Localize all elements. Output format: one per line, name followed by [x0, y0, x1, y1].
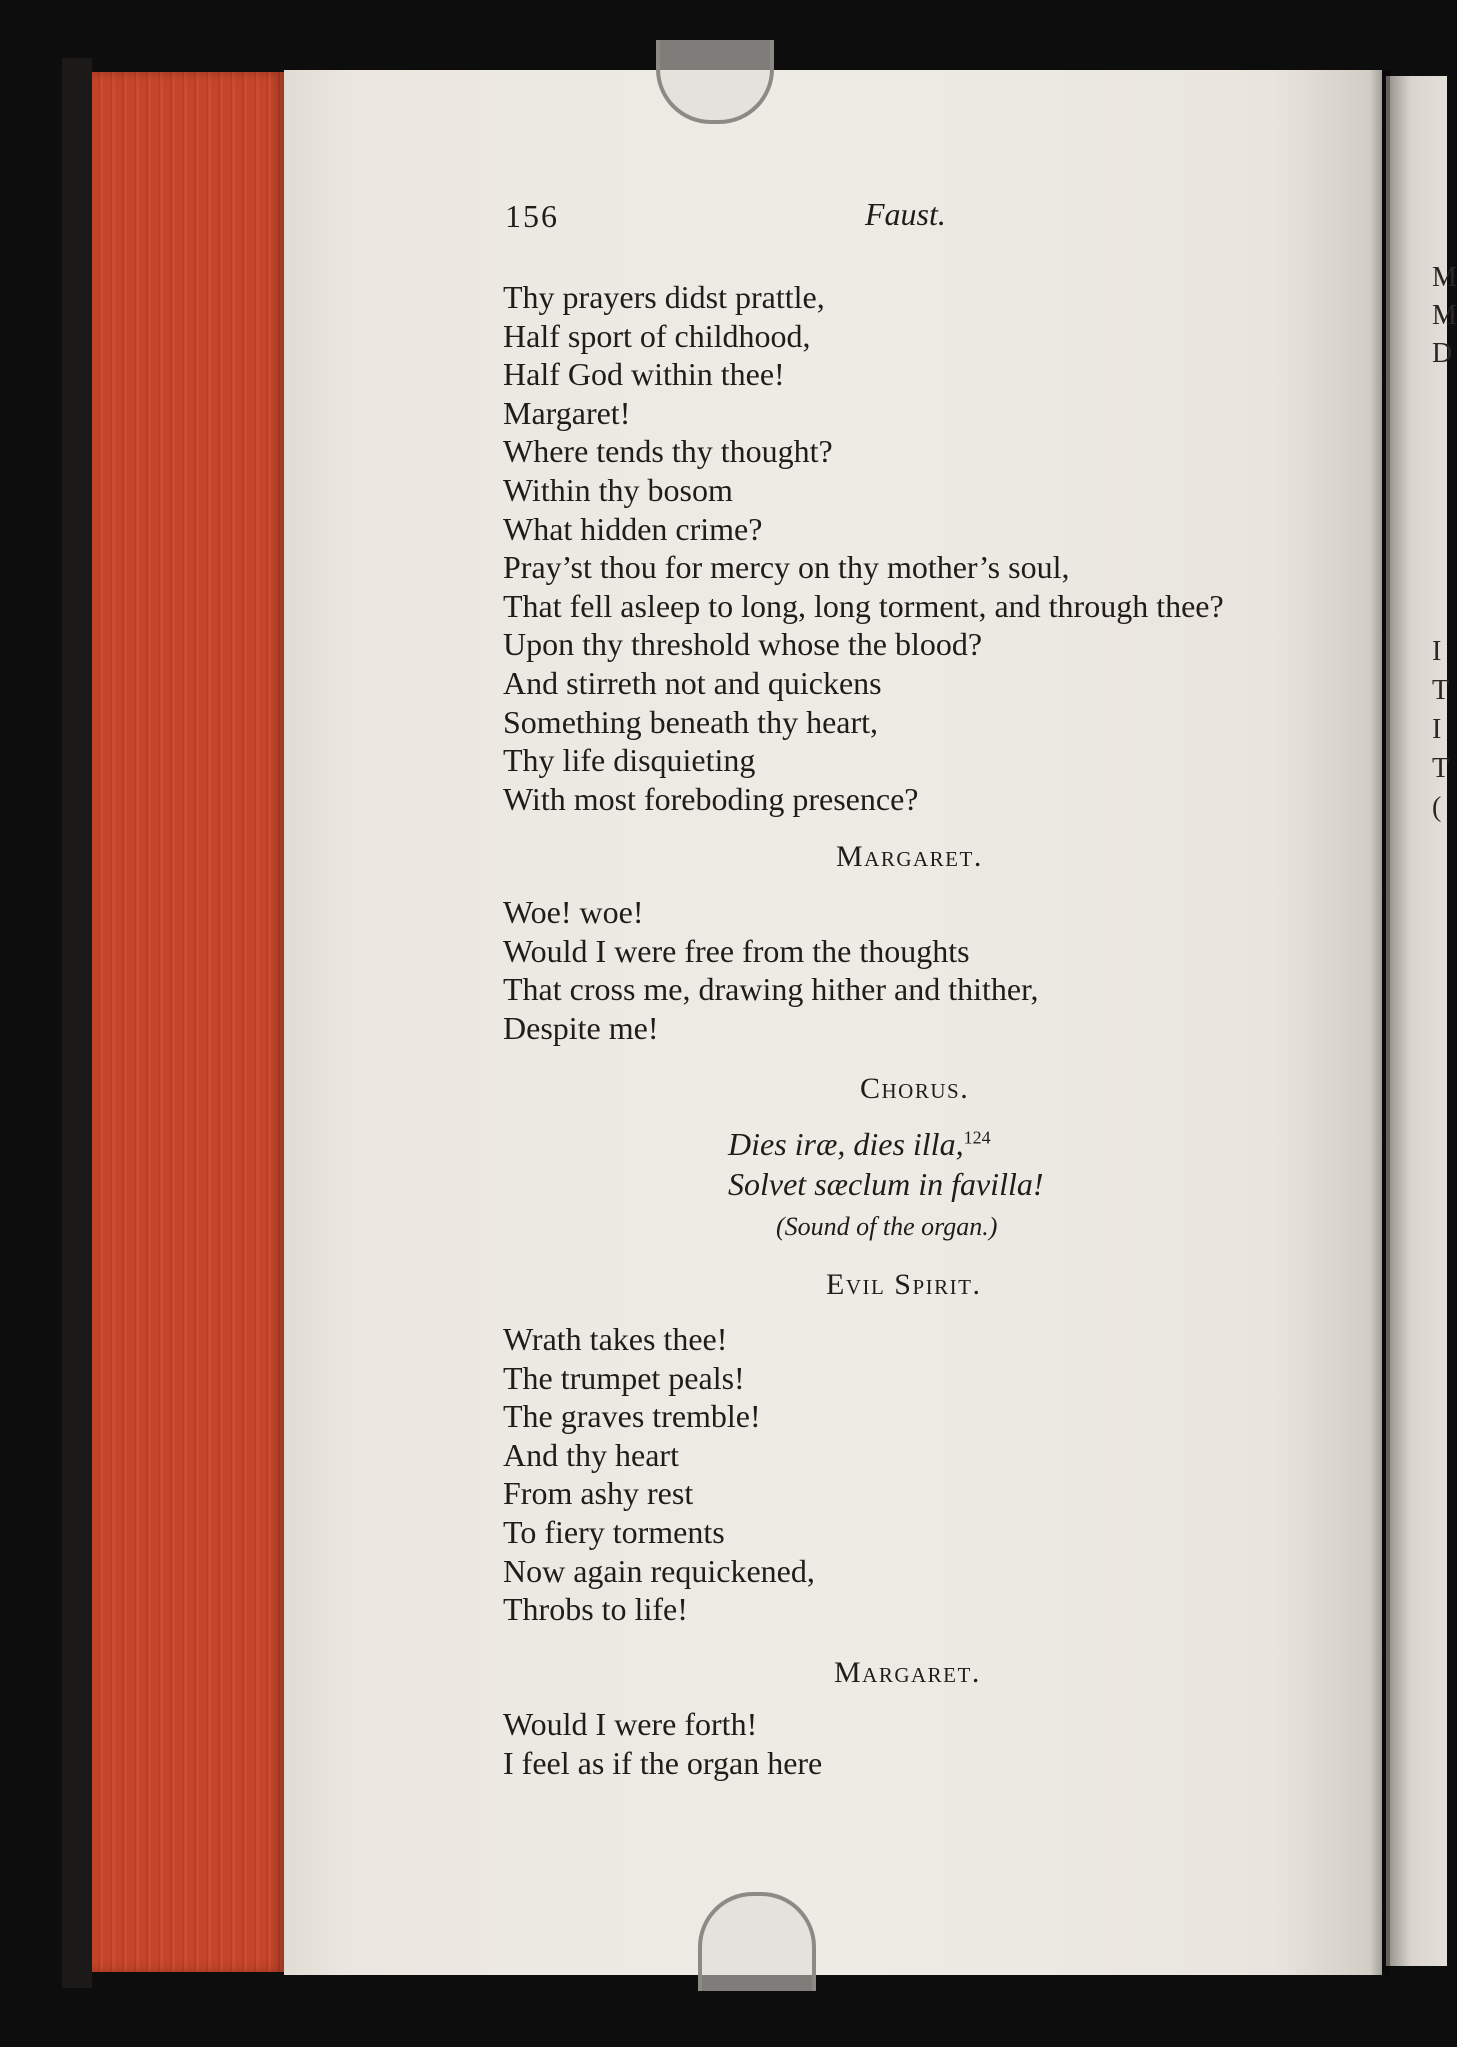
- edge-letter: I: [1432, 714, 1442, 745]
- latin-line-1: [728, 1126, 991, 1163]
- verse-line: Thy prayers didst prattle,: [503, 279, 825, 315]
- edge-letter: D: [1432, 338, 1453, 369]
- verse-line: Would I were forth!: [503, 1706, 758, 1742]
- speaker-margaret-2: Margaret.: [834, 1656, 981, 1689]
- verse-line: Now again requickened,: [503, 1552, 815, 1589]
- verse-line: That cross me, drawing hither and thither,: [503, 971, 1039, 1008]
- speaker-chorus: Chorus.: [860, 1072, 970, 1105]
- gutter-shadow: [1370, 70, 1390, 1975]
- latin-line-2: Solvet sæclum in favilla!: [728, 1166, 1044, 1202]
- verse-line: Woe! woe!: [503, 894, 644, 930]
- verse-line: Would I were free from the thoughts: [503, 932, 970, 969]
- red-page-edges: [92, 72, 284, 1972]
- speaker-margaret: Margaret.: [836, 840, 983, 873]
- footnote-marker: 124: [963, 1127, 991, 1148]
- verse-line: And thy heart: [503, 1436, 679, 1473]
- verse-block-2: [503, 893, 1038, 1047]
- verse-line: From ashy rest: [503, 1475, 694, 1512]
- verse-line: That fell asleep to long, long torment, and through thee?: [503, 587, 1224, 624]
- verse-line: Within thy bosom: [503, 471, 733, 508]
- edge-letter: T: [1432, 675, 1450, 706]
- book-cover: [62, 58, 92, 1988]
- stage-direction: (Sound of the organ.): [776, 1212, 998, 1241]
- verse-block-1: [503, 278, 1224, 818]
- verse-line: The graves tremble!: [503, 1398, 761, 1435]
- running-title: Faust.: [865, 196, 946, 232]
- verse-line: Thy life disquieting: [503, 742, 756, 779]
- latin-text: Dies iræ, dies illa,: [728, 1126, 964, 1162]
- verse-line: And stirreth not and quickens: [503, 664, 882, 701]
- verse-line: What hidden crime?: [503, 510, 763, 547]
- verse-line: Throbs to life!: [503, 1591, 688, 1628]
- speaker-evil-spirit: Evil Spirit.: [826, 1268, 982, 1301]
- verse-line: I feel as if the organ here: [503, 1744, 823, 1781]
- edge-letter: T: [1432, 753, 1450, 784]
- verse-line: Where tends thy thought?: [503, 433, 833, 470]
- verse-line: Despite me!: [503, 1009, 659, 1046]
- verse-line: The trumpet peals!: [503, 1359, 745, 1396]
- edge-letter: (: [1432, 792, 1442, 823]
- verse-line: Upon thy threshold whose the blood?: [503, 626, 983, 663]
- verse-line: Pray’st thou for mercy on thy mother’s soul,: [503, 549, 1070, 586]
- verse-line: Wrath takes thee!: [503, 1321, 728, 1357]
- page-number: 156: [505, 198, 559, 234]
- verse-line: Half God within thee!: [503, 356, 785, 393]
- verse-line: Something beneath thy heart,: [503, 703, 879, 740]
- edge-letter: M: [1432, 300, 1457, 331]
- verse-line: Margaret!: [503, 394, 631, 431]
- verse-line: With most foreboding presence?: [503, 780, 919, 817]
- verse-line: Half sport of childhood,: [503, 317, 811, 354]
- edge-letter: M: [1432, 262, 1457, 293]
- verse-line: To fiery torments: [503, 1513, 725, 1550]
- verse-block-3: [503, 1320, 815, 1629]
- page-clip-bottom: [698, 1892, 816, 1991]
- edge-letter: I: [1432, 636, 1442, 667]
- verse-block-4: [503, 1705, 822, 1782]
